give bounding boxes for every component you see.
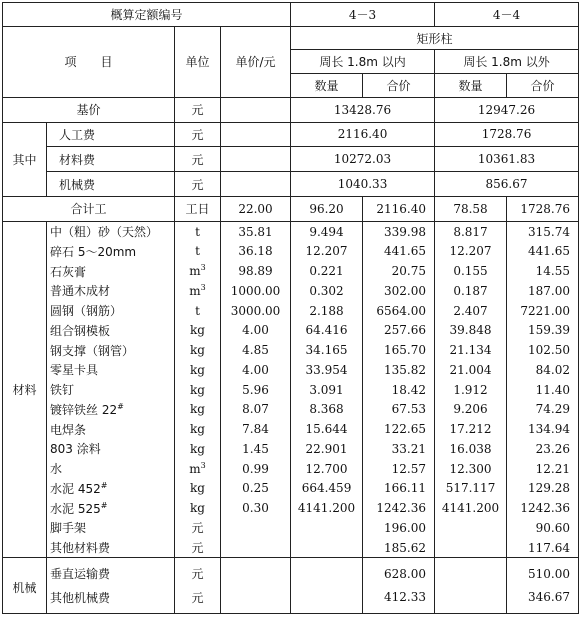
material-total-a: 196.00 bbox=[363, 518, 435, 538]
labor-total-a: 2116.40 bbox=[363, 197, 435, 222]
material-name bbox=[47, 242, 175, 262]
base-price-a: 13428.76 bbox=[291, 97, 435, 122]
material-total-b: 11.40 bbox=[507, 380, 579, 400]
material-row bbox=[3, 221, 579, 241]
material-total-a: 12.57 bbox=[363, 459, 435, 479]
header-row-1 bbox=[3, 3, 579, 27]
quota-a-code: 4－3 bbox=[291, 3, 435, 27]
material-name bbox=[47, 518, 175, 538]
material-unit bbox=[175, 380, 221, 400]
of-which-item-empty bbox=[221, 122, 291, 147]
material-name bbox=[47, 380, 175, 400]
material-name bbox=[47, 281, 175, 301]
material-row bbox=[3, 380, 579, 400]
material-name bbox=[47, 360, 175, 380]
material-qty-a: 0.302 bbox=[291, 281, 363, 301]
of-which-item-unit: 元 bbox=[175, 172, 221, 197]
material-name-text: 中（粗）砂（天然） bbox=[50, 225, 159, 240]
material-qty-b: 39.848 bbox=[435, 321, 507, 341]
material-total-a: 18.42 bbox=[363, 380, 435, 400]
of-which-item-a: 1040.33 bbox=[291, 172, 435, 197]
material-row bbox=[3, 261, 579, 281]
of-which-item-b: 856.67 bbox=[435, 172, 579, 197]
of-which-item-label: 机械费 bbox=[47, 172, 175, 197]
material-total-b: 7221.00 bbox=[507, 301, 579, 321]
material-unit bbox=[175, 281, 221, 301]
material-total-b: 12.21 bbox=[507, 459, 579, 479]
material-name-text: 803 涂料 bbox=[50, 442, 101, 457]
material-total-a: 339.98 bbox=[363, 221, 435, 241]
material-name bbox=[47, 419, 175, 439]
material-row bbox=[3, 321, 579, 341]
unit-exponent: 3 bbox=[200, 263, 206, 273]
qty-b-header: 数量 bbox=[435, 74, 507, 98]
unit-text: m bbox=[189, 264, 201, 279]
machinery-price bbox=[221, 558, 291, 586]
of-which-item-unit: 元 bbox=[175, 122, 221, 147]
price-header: 单价/元 bbox=[221, 26, 291, 97]
material-row bbox=[3, 459, 579, 479]
labor-price: 22.00 bbox=[221, 197, 291, 222]
material-price bbox=[221, 538, 291, 558]
material-qty-a: 8.368 bbox=[291, 399, 363, 419]
unit-header: 单位 bbox=[175, 26, 221, 97]
material-price: 4.85 bbox=[221, 340, 291, 360]
material-qty-b: 12.300 bbox=[435, 459, 507, 479]
qty-a-header: 数量 bbox=[291, 74, 363, 98]
base-price-label: 基价 bbox=[3, 97, 175, 122]
machinery-name-text: 其他机械费 bbox=[50, 590, 111, 605]
of-which-item-b: 1728.76 bbox=[435, 122, 579, 147]
material-price: 0.30 bbox=[221, 498, 291, 518]
material-unit bbox=[175, 301, 221, 321]
material-total-b: 14.55 bbox=[507, 261, 579, 281]
material-name bbox=[47, 459, 175, 479]
material-price: 7.84 bbox=[221, 419, 291, 439]
machinery-total-b: 510.00 bbox=[507, 558, 579, 586]
material-price: 1000.00 bbox=[221, 281, 291, 301]
material-total-b: 90.60 bbox=[507, 518, 579, 538]
material-total-b: 441.65 bbox=[507, 242, 579, 262]
machinery-total-a: 628.00 bbox=[363, 558, 435, 586]
of-which-item-b: 10361.83 bbox=[435, 147, 579, 172]
material-unit bbox=[175, 478, 221, 498]
material-name-text: 铁钉 bbox=[50, 383, 75, 398]
grade-mark: # bbox=[100, 500, 108, 510]
machinery-total-b: 346.67 bbox=[507, 586, 579, 614]
material-unit bbox=[175, 242, 221, 262]
material-qty-b: 21.004 bbox=[435, 360, 507, 380]
material-name bbox=[47, 498, 175, 518]
material-name bbox=[47, 538, 175, 558]
unit-text: kg bbox=[190, 441, 205, 456]
materials-group-label: 材料 bbox=[3, 221, 47, 558]
material-qty-b: 12.207 bbox=[435, 242, 507, 262]
quota-number-label: 概算定额编号 bbox=[3, 3, 291, 27]
material-row bbox=[3, 281, 579, 301]
material-qty-a: 33.954 bbox=[291, 360, 363, 380]
material-name-text: 普通木成材 bbox=[50, 284, 111, 299]
base-price-empty bbox=[221, 97, 291, 122]
material-qty-a: 64.416 bbox=[291, 321, 363, 341]
total-a-header: 合价 bbox=[363, 74, 435, 98]
total-b-header: 合价 bbox=[507, 74, 579, 98]
material-total-b: 315.74 bbox=[507, 221, 579, 241]
material-row bbox=[3, 399, 579, 419]
of-which-item-empty bbox=[221, 172, 291, 197]
of-which-item-empty bbox=[221, 147, 291, 172]
unit-text: t bbox=[195, 303, 200, 318]
of-which-item-a: 10272.03 bbox=[291, 147, 435, 172]
machinery-qty-b bbox=[435, 586, 507, 614]
header-row-2 bbox=[3, 26, 579, 50]
material-qty-b bbox=[435, 518, 507, 538]
of-which-row bbox=[3, 122, 579, 147]
material-unit bbox=[175, 538, 221, 558]
material-qty-a: 15.644 bbox=[291, 419, 363, 439]
item-header: 项 目 bbox=[3, 26, 175, 97]
base-price-unit: 元 bbox=[175, 97, 221, 122]
of-which-label: 其中 bbox=[3, 122, 47, 196]
machinery-qty-a bbox=[291, 558, 363, 586]
labor-row bbox=[3, 197, 579, 222]
material-total-a: 166.11 bbox=[363, 478, 435, 498]
unit-text: kg bbox=[190, 481, 205, 496]
machinery-qty-b bbox=[435, 558, 507, 586]
material-price: 0.99 bbox=[221, 459, 291, 479]
material-row bbox=[3, 498, 579, 518]
material-qty-a: 22.901 bbox=[291, 439, 363, 459]
unit-text: kg bbox=[190, 323, 205, 338]
material-price: 35.81 bbox=[221, 221, 291, 241]
material-price: 5.96 bbox=[221, 380, 291, 400]
material-total-a: 20.75 bbox=[363, 261, 435, 281]
material-total-b: 102.50 bbox=[507, 340, 579, 360]
material-total-a: 185.62 bbox=[363, 538, 435, 558]
material-name-text: 碎石 5～20mm bbox=[50, 244, 137, 259]
material-row bbox=[3, 518, 579, 538]
material-total-a: 257.66 bbox=[363, 321, 435, 341]
column-type-header: 矩形柱 bbox=[291, 26, 579, 50]
material-price: 4.00 bbox=[221, 360, 291, 380]
unit-text: 元 bbox=[191, 567, 204, 582]
of-which-row bbox=[3, 147, 579, 172]
material-total-b: 84.02 bbox=[507, 360, 579, 380]
material-total-a: 33.21 bbox=[363, 439, 435, 459]
material-unit bbox=[175, 419, 221, 439]
material-total-a: 441.65 bbox=[363, 242, 435, 262]
material-name bbox=[47, 321, 175, 341]
material-qty-a: 12.207 bbox=[291, 242, 363, 262]
unit-text: kg bbox=[190, 402, 205, 417]
material-qty-b: 8.817 bbox=[435, 221, 507, 241]
material-name bbox=[47, 439, 175, 459]
material-total-a: 6564.00 bbox=[363, 301, 435, 321]
material-unit bbox=[175, 321, 221, 341]
material-name-text: 其他材料费 bbox=[50, 541, 111, 556]
material-name bbox=[47, 221, 175, 241]
machinery-unit bbox=[175, 558, 221, 586]
unit-text: 元 bbox=[191, 541, 204, 556]
material-qty-a: 0.221 bbox=[291, 261, 363, 281]
material-qty-b: 16.038 bbox=[435, 439, 507, 459]
material-name bbox=[47, 261, 175, 281]
material-qty-b: 4141.200 bbox=[435, 498, 507, 518]
of-which-row bbox=[3, 172, 579, 197]
of-which-item-a: 2116.40 bbox=[291, 122, 435, 147]
material-qty-b: 0.155 bbox=[435, 261, 507, 281]
labor-qty-a: 96.20 bbox=[291, 197, 363, 222]
unit-text: t bbox=[195, 224, 200, 239]
material-name bbox=[47, 340, 175, 360]
material-qty-b: 517.117 bbox=[435, 478, 507, 498]
labor-qty-b: 78.58 bbox=[435, 197, 507, 222]
unit-text: kg bbox=[190, 382, 205, 397]
material-qty-a: 4141.200 bbox=[291, 498, 363, 518]
material-name-text: 圆钢（钢筋） bbox=[50, 304, 123, 319]
material-unit bbox=[175, 221, 221, 241]
machinery-name-text: 垂直运输费 bbox=[50, 567, 111, 582]
material-total-a: 302.00 bbox=[363, 281, 435, 301]
unit-text: kg bbox=[190, 501, 205, 516]
of-which-item-label: 材料费 bbox=[47, 147, 175, 172]
material-name-text: 组合钢模板 bbox=[50, 323, 111, 338]
material-name-text: 电焊条 bbox=[50, 422, 87, 437]
material-total-b: 74.29 bbox=[507, 399, 579, 419]
machinery-name bbox=[47, 558, 175, 586]
unit-text: m bbox=[189, 461, 201, 476]
material-name bbox=[47, 399, 175, 419]
material-total-b: 129.28 bbox=[507, 478, 579, 498]
material-name-text: 水泥 452 bbox=[50, 481, 101, 496]
machinery-group-label: 机械 bbox=[3, 558, 47, 614]
machinery-row bbox=[3, 586, 579, 614]
material-total-b: 23.26 bbox=[507, 439, 579, 459]
unit-exponent: 3 bbox=[200, 282, 206, 292]
material-qty-b: 2.407 bbox=[435, 301, 507, 321]
material-name-text: 镀锌铁丝 22 bbox=[50, 402, 118, 417]
material-qty-b: 1.912 bbox=[435, 380, 507, 400]
material-row bbox=[3, 242, 579, 262]
material-price: 3000.00 bbox=[221, 301, 291, 321]
material-price: 8.07 bbox=[221, 399, 291, 419]
material-unit bbox=[175, 261, 221, 281]
material-qty-b: 17.212 bbox=[435, 419, 507, 439]
material-row bbox=[3, 538, 579, 558]
material-total-b: 1242.36 bbox=[507, 498, 579, 518]
material-name-text: 零星卡具 bbox=[50, 363, 99, 378]
material-total-a: 1242.36 bbox=[363, 498, 435, 518]
perimeter-b-header: 周长 1.8m 以外 bbox=[435, 50, 579, 74]
machinery-row bbox=[3, 558, 579, 586]
material-name-text: 水泥 525 bbox=[50, 501, 101, 516]
material-price: 98.89 bbox=[221, 261, 291, 281]
quota-b-code: 4－4 bbox=[435, 3, 579, 27]
unit-text: t bbox=[195, 244, 200, 259]
of-which-item-label: 人工费 bbox=[47, 122, 175, 147]
perimeter-a-header: 周长 1.8m 以内 bbox=[291, 50, 435, 74]
quota-table bbox=[2, 2, 579, 614]
material-unit bbox=[175, 498, 221, 518]
material-unit bbox=[175, 399, 221, 419]
material-total-a: 135.82 bbox=[363, 360, 435, 380]
material-name bbox=[47, 301, 175, 321]
material-qty-a: 9.494 bbox=[291, 221, 363, 241]
of-which-item-unit: 元 bbox=[175, 147, 221, 172]
material-total-a: 67.53 bbox=[363, 399, 435, 419]
material-name bbox=[47, 478, 175, 498]
grade-mark: # bbox=[117, 401, 124, 411]
material-row bbox=[3, 439, 579, 459]
unit-text: kg bbox=[190, 362, 205, 377]
material-row bbox=[3, 340, 579, 360]
material-qty-a bbox=[291, 538, 363, 558]
material-name-text: 水 bbox=[50, 462, 63, 477]
material-row bbox=[3, 419, 579, 439]
material-unit bbox=[175, 518, 221, 538]
material-name-text: 脚手架 bbox=[50, 521, 87, 536]
material-row bbox=[3, 360, 579, 380]
machinery-price bbox=[221, 586, 291, 614]
material-qty-b bbox=[435, 538, 507, 558]
material-price: 1.45 bbox=[221, 439, 291, 459]
material-unit bbox=[175, 459, 221, 479]
material-qty-a: 34.165 bbox=[291, 340, 363, 360]
material-unit bbox=[175, 439, 221, 459]
unit-text: 元 bbox=[191, 521, 204, 536]
base-price-row bbox=[3, 97, 579, 122]
machinery-total-a: 412.33 bbox=[363, 586, 435, 614]
material-total-a: 165.70 bbox=[363, 340, 435, 360]
material-total-a: 122.65 bbox=[363, 419, 435, 439]
material-name-text: 钢支撑（钢管） bbox=[50, 343, 135, 358]
material-total-b: 117.64 bbox=[507, 538, 579, 558]
material-qty-a: 3.091 bbox=[291, 380, 363, 400]
unit-exponent: 3 bbox=[200, 460, 206, 470]
unit-text: 元 bbox=[191, 590, 204, 605]
material-row bbox=[3, 478, 579, 498]
labor-label: 合计工 bbox=[3, 197, 175, 222]
grade-mark: # bbox=[100, 480, 108, 490]
material-total-b: 159.39 bbox=[507, 321, 579, 341]
unit-text: kg bbox=[190, 343, 205, 358]
machinery-unit bbox=[175, 586, 221, 614]
labor-unit: 工日 bbox=[175, 197, 221, 222]
material-price: 0.25 bbox=[221, 478, 291, 498]
material-qty-b: 21.134 bbox=[435, 340, 507, 360]
machinery-name bbox=[47, 586, 175, 614]
material-price: 36.18 bbox=[221, 242, 291, 262]
material-qty-a: 664.459 bbox=[291, 478, 363, 498]
material-unit bbox=[175, 360, 221, 380]
material-total-b: 134.94 bbox=[507, 419, 579, 439]
material-qty-a: 2.188 bbox=[291, 301, 363, 321]
labor-total-b: 1728.76 bbox=[507, 197, 579, 222]
material-unit bbox=[175, 340, 221, 360]
base-price-b: 12947.26 bbox=[435, 97, 579, 122]
material-qty-a bbox=[291, 518, 363, 538]
unit-text: kg bbox=[190, 422, 205, 437]
unit-text: m bbox=[189, 283, 201, 298]
machinery-qty-a bbox=[291, 586, 363, 614]
material-total-b: 187.00 bbox=[507, 281, 579, 301]
material-name-text: 石灰膏 bbox=[50, 264, 87, 279]
material-qty-b: 9.206 bbox=[435, 399, 507, 419]
material-qty-a: 12.700 bbox=[291, 459, 363, 479]
material-price: 4.00 bbox=[221, 321, 291, 341]
material-qty-b: 0.187 bbox=[435, 281, 507, 301]
material-row bbox=[3, 301, 579, 321]
material-price bbox=[221, 518, 291, 538]
